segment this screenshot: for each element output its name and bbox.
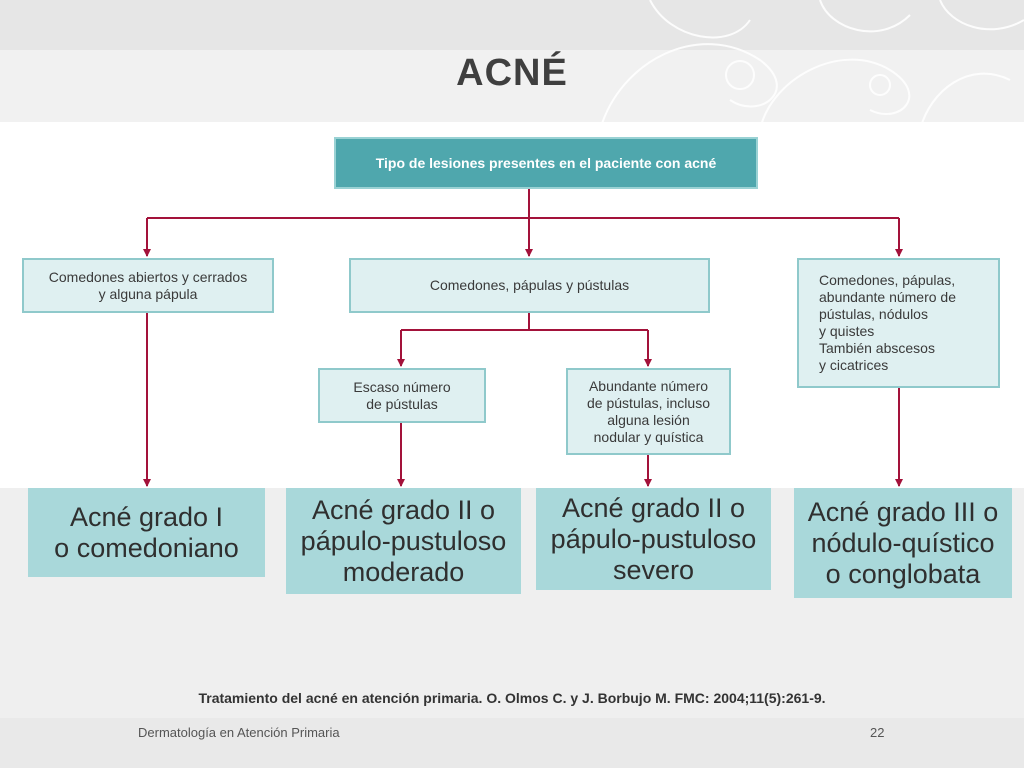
grade-box-2: Acné grado II o pápulo-pustuloso moderado (286, 488, 521, 594)
slide-title: ACNÉ (456, 52, 568, 94)
grade-box-1: Acné grado I o comedoniano (28, 488, 265, 577)
diagram-header-box: Tipo de lesiones presentes en el paciente con acné (334, 137, 758, 189)
branch-box-1: Comedones abiertos y cerrados y alguna pápula (22, 258, 274, 313)
grade-box-3: Acné grado II o pápulo-pustuloso severo (536, 488, 771, 590)
footer-text: Dermatología en Atención Primaria (138, 725, 340, 740)
branch-box-3: Comedones, pápulas, abundante número de pústulas, nódulos y quistes También abscesos y cicatrices (797, 258, 1000, 388)
page-number: 22 (870, 725, 885, 740)
sub-branch-box-1: Escaso número de pústulas (318, 368, 486, 423)
grade-box-4: Acné grado III o nódulo-quístico o conglobata (794, 488, 1012, 598)
branch-box-2: Comedones, pápulas y pústulas (349, 258, 710, 313)
sub-branch-box-2: Abundante número de pústulas, incluso alguna lesión nodular y quística (566, 368, 731, 455)
citation: Tratamiento del acné en atención primaria. O. Olmos C. y J. Borbujo M. FMC: 2004;11(5):261-9. (198, 690, 826, 706)
